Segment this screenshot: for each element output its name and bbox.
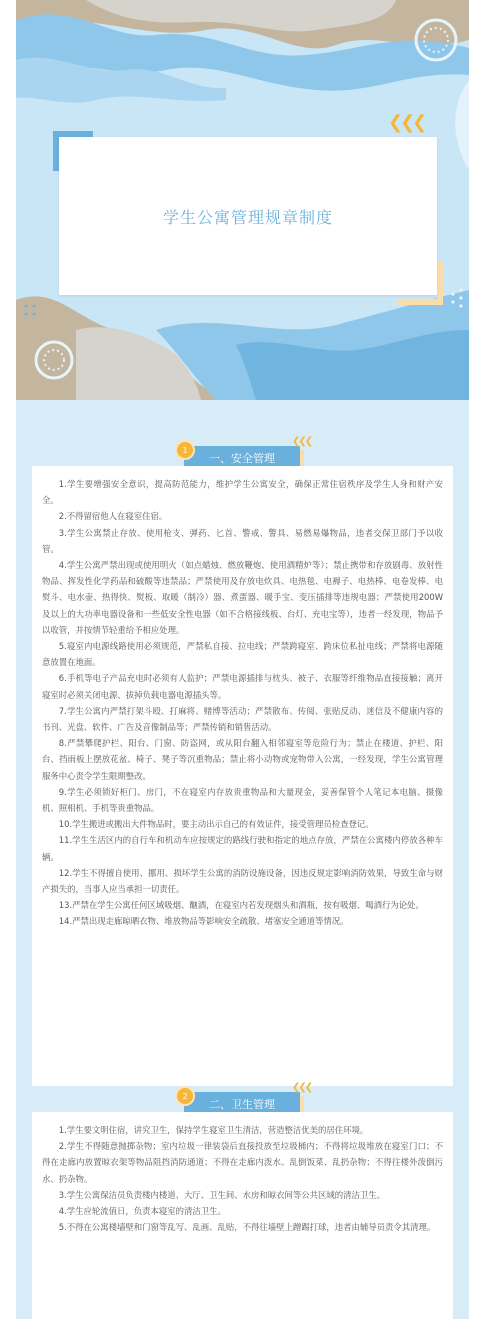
title-card bbox=[59, 137, 437, 295]
paragraph: 12.学生不得擅自使用、挪用、损坏学生公寓的消防设施设备，因违反规定影响消防效果，导致生命与财产损失的，当事人应当承担一切责任。 bbox=[42, 867, 443, 895]
section-2-title: 二、卫生管理 bbox=[184, 1092, 300, 1116]
page-title: 学生公寓管理规章制度 bbox=[162, 207, 333, 227]
section-number-badge: 1 bbox=[175, 440, 195, 460]
triple-chevron-left-icon: ❮❮❮ bbox=[292, 1082, 312, 1093]
section-2-content bbox=[32, 1112, 453, 1319]
section-1-title: 一、安全管理 bbox=[184, 446, 300, 470]
section-number-badge: 2 bbox=[175, 1086, 195, 1106]
paragraph: 10.学生搬进或搬出大件物品时，要主动出示自己的有效证件，接受管理员检查登记。 bbox=[58, 819, 374, 830]
paragraph: 14.严禁出现走廊晾晒衣物、堆放物品等影响安全疏散、堵塞安全通道等情况。 bbox=[58, 916, 349, 927]
article-column bbox=[16, 0, 469, 1319]
paragraph: 7.学生公寓内严禁打架斗殴、打麻将、赌博等活动；严禁散布、传阅、张贴反动、迷信及不健康内容的书刊、光盘、软件、广告及音像制品等；严禁传销和销售活动。 bbox=[42, 705, 443, 733]
hero-banner bbox=[16, 0, 469, 400]
paragraph: 9.学生必须锁好柜门、房门，不在寝室内存放贵重物品和大量现金，妥善保管个人笔记本电脑、摄像机、照相机、手机等贵重物品。 bbox=[42, 786, 443, 814]
paragraph: 3.学生公寓保洁员负责楼内楼道、大厅、卫生间、水房和晾衣间等公共区域的清洁卫生。 bbox=[58, 1189, 386, 1200]
paragraph: 5.寝室内电源线路使用必须规范，严禁私自接、拉电线；严禁跨寝室、跨床位私扯电线；严禁将电源随意放置在地面。 bbox=[42, 641, 443, 668]
paragraph: 8.严禁攀爬护栏、阳台、门窗、防盗网，或从阳台翻入相邻寝室等危险行为；禁止在楼道、护栏、阳台、挡雨板上摆放花盆、椅子、凳子等沉重物品；禁止将小动物或宠物带入公寓，一经发现，学生公寓管理服务中心责令学生限期整改。 bbox=[42, 738, 443, 781]
paragraph: 5.不得在公寓楼墙壁和门窗等乱写、乱画、乱贴，不得往墙壁上蹭踢打球，违者由辅导员责令其清理。 bbox=[58, 1222, 436, 1233]
paragraph: 4.学生应轮流值日，负责本寝室的清洁卫生。 bbox=[58, 1206, 226, 1217]
paragraph: 2.学生不得随意抛掷杂物；室内垃圾一律装袋后直接投放至垃圾桶内；不得将垃圾堆放在寝室门口；不得在走廊内放置晾衣架等物品阻挡消防通道；不得在走廊内泼水、乱倒饭菜、乱扔杂物；不得往楼外泼倒污水、扔杂物。 bbox=[42, 1141, 443, 1184]
paragraph: 13.严禁在学生公寓任何区域吸烟、酗酒，在寝室内若发现烟头和酒瓶，按有吸烟、喝酒行为论处。 bbox=[58, 900, 424, 911]
paragraph: 1.学生要增强安全意识，提高防范能力，维护学生公寓安全，确保正常住宿秩序及学生人身和财产安全。 bbox=[42, 479, 443, 506]
triple-chevron-left-icon: ❮❮❮ bbox=[388, 112, 425, 133]
paragraph: 11.学生生活区内的自行车和机动车应按规定的路线行驶和指定的地点存放，严禁在公寓楼内停放各种车辆。 bbox=[42, 835, 443, 862]
paragraph: 3.学生公寓禁止存放、使用枪支、弹药、匕首、警戒、警具、易燃易爆物品，违者交保卫部门予以收管。 bbox=[42, 527, 443, 554]
section-1-content bbox=[32, 466, 453, 1086]
paragraph: 6.手机等电子产品充电时必须有人监护；严禁电源插排与枕头、被子、衣服等纤维物品直接接触；离开寝室时必须关闭电源、拔掉负载电器电源插头等。 bbox=[42, 673, 443, 700]
triple-chevron-left-icon: ❮❮❮ bbox=[292, 436, 312, 447]
paragraph: 4.学生公寓严禁出现或使用明火（如点蜡烛、燃放鞭炮、使用酒精炉等）；禁止携带和存放剧毒、放射性物品、挥发性化学药品和硫酸等违禁品；严禁使用及存放电炊具、电热毯、电褥子、电热棒、电卷发棒、电熨斗、电水壶、热得快、熨板、取暖（制冷）器、煮蛋器、暖手宝、变压插排等违规电器；严禁使用200W及以上的大功率电器设备和一些低安全性电器（如不合格接线板、台灯、充电宝等），违者一经发现，物品予以收管，并按情节轻重给予相应处理。 bbox=[42, 560, 443, 635]
paragraph: 2.不得留宿他人在寝室住宿。 bbox=[58, 511, 168, 522]
paragraph: 1.学生要文明住宿，讲究卫生，保持学生寝室卫生清洁，营造整洁优美的居住环境。 bbox=[58, 1125, 369, 1135]
